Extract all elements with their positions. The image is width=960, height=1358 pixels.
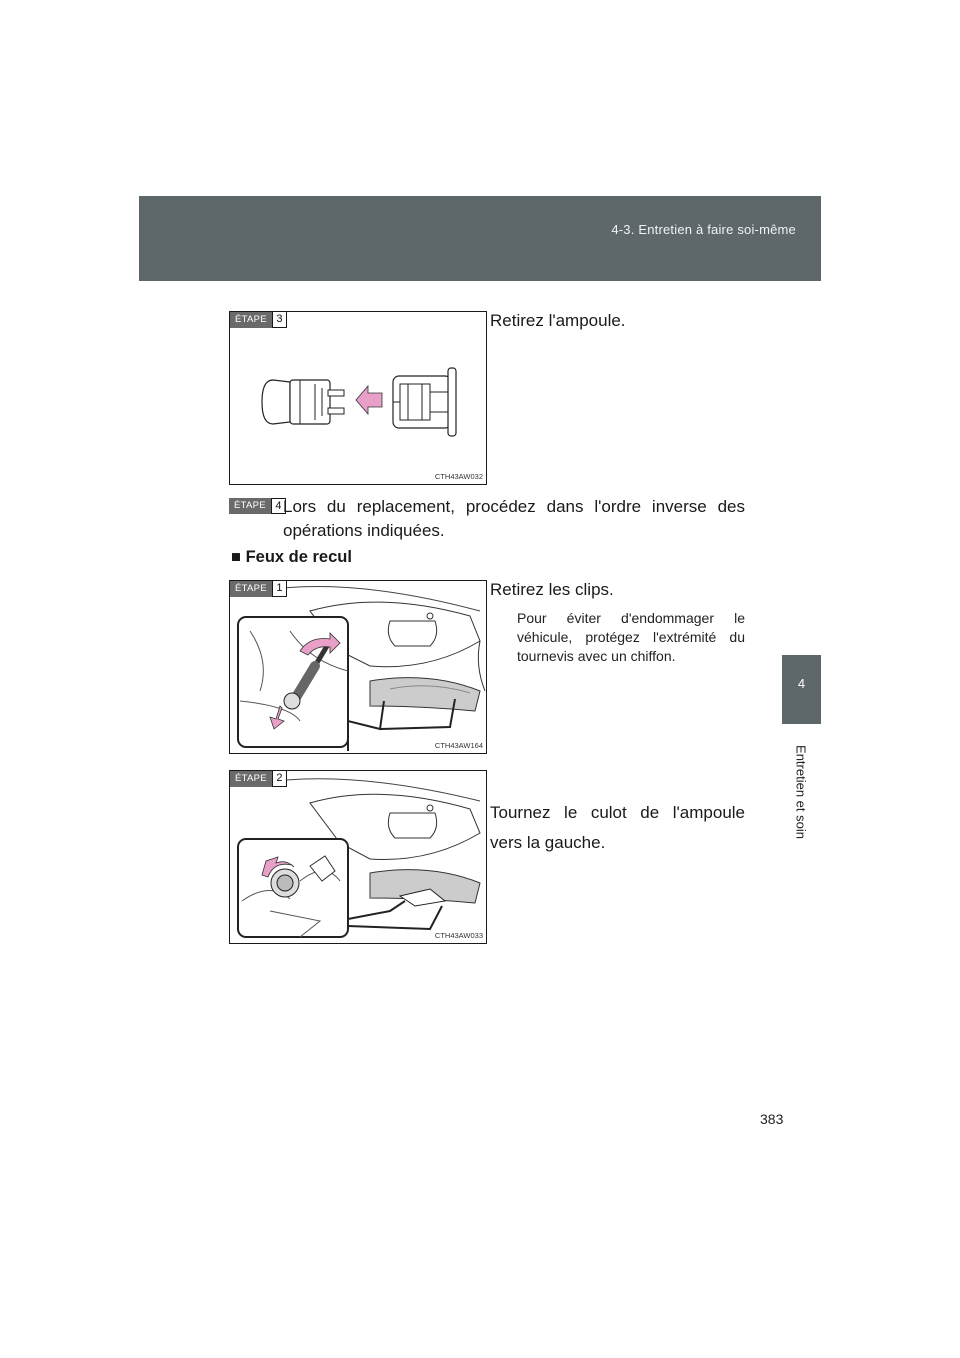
step1-note: Pour éviter d'endommager le véhicule, protégez l'extrémité du tournevis avec un chiffon.	[517, 610, 745, 664]
step-badge	[230, 771, 287, 787]
step-badge	[230, 312, 287, 328]
step-badge-label: ÉTAPE	[230, 312, 272, 328]
step-badge-label: ÉTAPE	[229, 498, 271, 514]
figure-code: CTH43AW164	[434, 741, 483, 750]
section-heading	[231, 548, 352, 567]
step-badge-label: ÉTAPE	[230, 771, 272, 787]
step4-instruction: Lors du replacement, procédez dans l'ordre inverse des opérations indiquées.	[283, 497, 745, 540]
rear-bumper-clips-illustration	[230, 581, 486, 753]
step-badge	[230, 581, 287, 597]
step-badge-number: 4	[271, 498, 286, 514]
socket-turn-illustration	[230, 771, 486, 943]
section-bullet: ■	[231, 548, 241, 566]
figure-remove-clips	[229, 580, 487, 754]
step-badge-number: 3	[272, 312, 287, 328]
chapter-label: Entretien et soin	[793, 745, 809, 839]
bulb-illustration	[230, 312, 486, 484]
figure-code: CTH43AW033	[434, 931, 483, 940]
header-band	[139, 196, 821, 281]
step-badge-label: ÉTAPE	[230, 581, 272, 597]
step-badge-number: 2	[272, 771, 287, 787]
chapter-tab[interactable]: 4	[782, 655, 821, 724]
figure-code: CTH43AW032	[434, 472, 483, 481]
page-number: 383	[760, 1111, 784, 1127]
figure-turn-socket	[229, 770, 487, 944]
figure-remove-bulb	[229, 311, 487, 485]
section-title: 4-3. Entretien à faire soi-même	[611, 222, 796, 237]
step1-instruction: Retirez les clips.	[490, 580, 614, 599]
step-badge-number: 1	[272, 581, 287, 597]
step3-instruction: Retirez l'ampoule.	[490, 311, 626, 330]
section-title-text: Feux de recul	[245, 548, 352, 566]
step-badge	[229, 498, 286, 514]
step2-instruction: Tournez le culot de l'ampoule vers la gauche.	[490, 803, 745, 852]
